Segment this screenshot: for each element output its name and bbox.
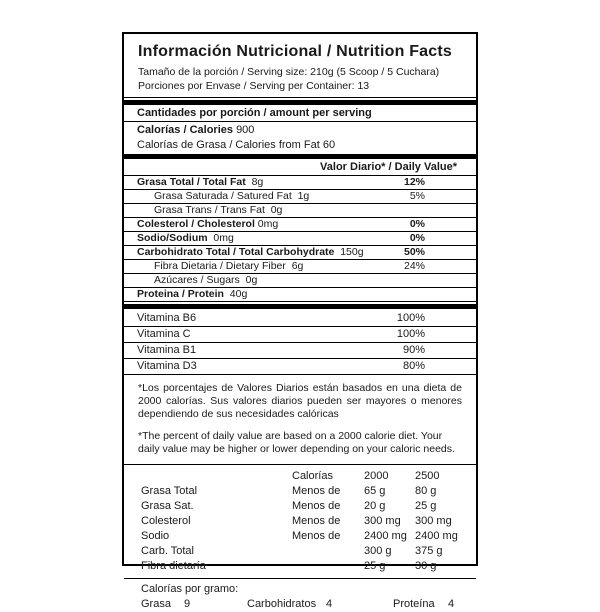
calories-value: 900	[236, 124, 255, 136]
fat-per-gram-value: 9	[184, 598, 191, 610]
divider-thin-top	[124, 97, 476, 98]
ref-cell: Menos de	[292, 500, 341, 512]
ref-cell: 25 g	[415, 500, 437, 512]
nutrient-daily-value: 50%	[403, 246, 425, 258]
vitamin-row-d3	[124, 359, 476, 375]
ref-cell: 80 g	[415, 485, 437, 497]
vitamin-label: Vitamina B1	[137, 344, 197, 356]
nutrient-amount: 1g	[297, 190, 310, 202]
ref-cell: Menos de	[292, 515, 341, 527]
table-row	[141, 559, 476, 574]
nutrition-label	[122, 32, 478, 610]
nutrient-label: Proteina / Protein	[137, 288, 224, 300]
ref-cell: 65 g	[364, 485, 386, 497]
ref-cell: Grasa Total	[141, 485, 198, 497]
ref-cell: Colesterol	[141, 515, 191, 527]
label-title: Información Nutricional / Nutrition Facts	[138, 43, 452, 60]
nutrient-label: Carbohidrato Total / Total Carbohydrate	[137, 246, 335, 258]
ref-cell: 2400 mg	[364, 530, 407, 542]
nutrient-amount: 0mg	[257, 218, 279, 230]
nutrient-row-total-fat	[124, 176, 476, 190]
nutrient-label: Fibra Dietaria / Dietary Fiber	[154, 260, 286, 272]
vitamin-daily-value: 100%	[396, 312, 425, 324]
ref-cell: 300 mg	[415, 515, 452, 527]
calories-from-fat-value: 60	[322, 139, 336, 151]
reference-table-header	[141, 469, 476, 484]
nutrient-amount: 0g	[245, 274, 258, 286]
calories-from-fat-label: Calorías de Grasa / Calories from Fat	[137, 139, 320, 151]
nutrient-row-saturated-fat	[124, 190, 476, 204]
ref-cell: Fibra dietaría	[141, 560, 206, 572]
table-row	[141, 484, 476, 499]
vitamin-row-b1	[124, 343, 476, 359]
nutrient-row-trans-fat	[124, 204, 476, 218]
nutrient-row-protein	[124, 288, 476, 302]
ref-cell: 25 g	[364, 560, 386, 572]
nutrient-amount: 0g	[270, 204, 283, 216]
vitamin-label: Vitamina C	[137, 328, 191, 340]
nutrient-label: Grasa Trans / Trans Fat	[154, 204, 265, 216]
vitamin-label: Vitamina B6	[137, 312, 197, 324]
nutrient-label: Azúcares / Sugars	[154, 274, 240, 286]
nutrient-daily-value: 24%	[403, 260, 425, 272]
ref-cell: 20 g	[364, 500, 386, 512]
nutrient-row-carbohydrate	[124, 246, 476, 260]
table-row	[141, 529, 476, 544]
nutrient-daily-value: 12%	[403, 176, 425, 188]
calories-per-gram-values	[141, 596, 476, 612]
ref-cell: Menos de	[292, 485, 341, 497]
nutrient-daily-value: 0%	[409, 218, 425, 230]
calories-row	[124, 122, 476, 137]
ref-cell: 2400 mg	[415, 530, 458, 542]
nutrient-amount: 150g	[340, 246, 364, 258]
table-row	[141, 499, 476, 514]
nutrient-label: Sodio/Sodium	[137, 232, 208, 244]
table-row	[141, 544, 476, 559]
nutrient-row-sodium	[124, 232, 476, 246]
ref-cell: 30 g	[415, 560, 437, 572]
ref-cell: 300 mg	[364, 515, 401, 527]
ref-col-2500: 2500	[415, 470, 440, 482]
amount-per-serving-header: Cantidades por porción / amount per serving	[124, 105, 476, 122]
ref-cell: Sodio	[141, 530, 170, 542]
carb-per-gram-label: Carbohidratos	[247, 598, 317, 610]
daily-value-header: Valor Diario* / Daily Value*	[124, 159, 476, 176]
table-row	[141, 514, 476, 529]
footnote-spanish: *Los porcentajes de Valores Diarios están basados en una dieta de 2000 calorías. Sus valores diarios pueden ser mayores o menores dependiendo de sus necesidades calóricas	[138, 382, 462, 420]
nutrient-daily-value: 5%	[409, 190, 425, 202]
calories-label: Calorías / Calories	[137, 124, 233, 136]
nutrient-amount: 40g	[229, 288, 248, 300]
vitamin-daily-value: 100%	[396, 328, 425, 340]
protein-per-gram-value: 4	[448, 598, 455, 610]
protein-per-gram-label: Proteína	[393, 598, 435, 610]
footnote-english: *The percent of daily value are based on a 2000 calorie diet. Your daily value may be higher or lower depending on your caloric needs.	[138, 430, 455, 455]
nutrient-row-sugars	[124, 274, 476, 288]
ref-cell: Menos de	[292, 530, 341, 542]
ref-cell: 300 g	[364, 545, 392, 557]
calories-per-gram-title: Calorías por gramo:	[141, 583, 239, 595]
ref-cell: 375 g	[415, 545, 443, 557]
reference-table	[124, 464, 476, 578]
serving-size-line: Tamaño de la porción / Serving size: 210g (5 Scoop / 5 Cuchara)	[138, 66, 440, 78]
nutrient-row-cholesterol	[124, 218, 476, 232]
carb-per-gram-value: 4	[326, 598, 333, 610]
nutrient-label: Grasa Saturada / Satured Fat	[154, 190, 292, 202]
ref-cell: Carb. Total	[141, 545, 194, 557]
nutrient-row-dietary-fiber	[124, 260, 476, 274]
nutrient-amount: 0mg	[213, 232, 234, 244]
ref-col-calories: Calorías	[292, 470, 333, 482]
ref-col-2000: 2000	[364, 470, 389, 482]
vitamin-daily-value: 90%	[402, 344, 425, 356]
calories-from-fat-row	[124, 137, 476, 152]
nutrient-label: Grasa Total / Total Fat	[137, 176, 246, 188]
servings-per-container-line: Porciones por Envase / Serving per Container: 13	[138, 80, 370, 92]
fat-per-gram-label: Grasa	[141, 598, 171, 610]
calories-per-gram-section	[124, 578, 476, 612]
ref-cell: Grasa Sat.	[141, 500, 194, 512]
ref-cell-empty	[141, 469, 292, 484]
vitamin-row-b6	[124, 311, 476, 327]
vitamin-daily-value: 80%	[402, 360, 425, 372]
nutrient-amount: 6g	[291, 260, 304, 272]
ref-cell	[292, 559, 364, 574]
ref-cell	[292, 544, 364, 559]
vitamin-label: Vitamina D3	[137, 360, 197, 372]
nutrient-daily-value: 0%	[409, 232, 425, 244]
nutrient-label: Colesterol / Cholesterol	[137, 218, 255, 230]
vitamin-row-c	[124, 327, 476, 343]
nutrient-amount: 8g	[251, 176, 264, 188]
